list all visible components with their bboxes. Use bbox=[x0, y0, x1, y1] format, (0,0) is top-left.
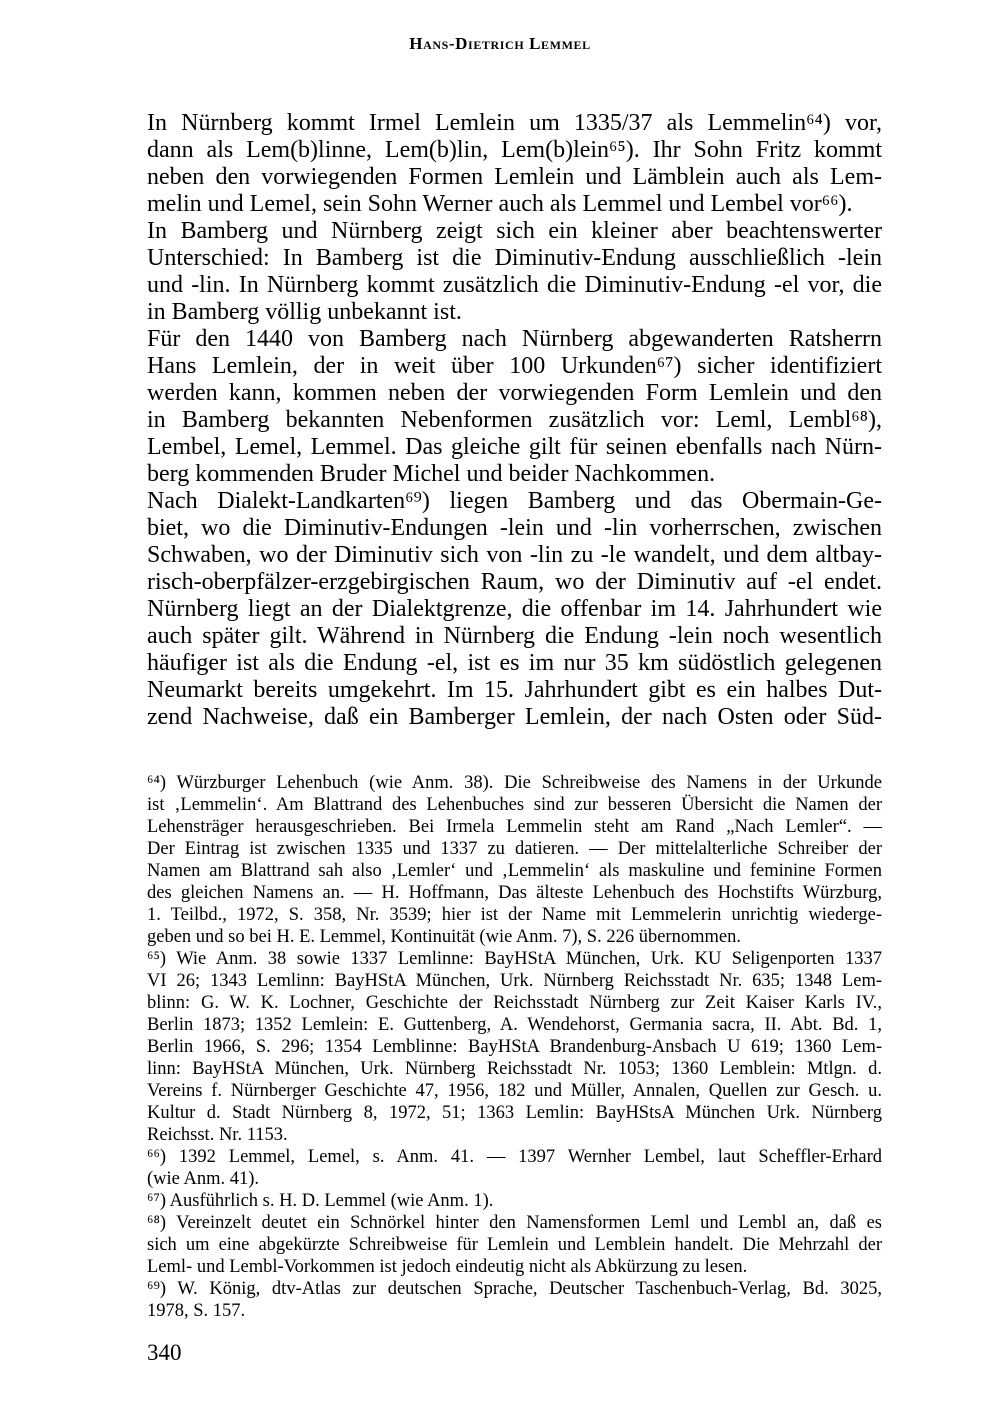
body-line: Neumarkt bereits umgekehrt. Im 15. Jahrhundert gibt es ein halbes Dut- bbox=[147, 677, 882, 703]
body-line: Nach Dialekt-Landkarten⁶⁹) liegen Bamberg und das Obermain-Ge- bbox=[147, 488, 882, 514]
footnote-line: ist ‚Lemmelin‘. Am Blattrand des Lehenbuches sind zur besseren Übersicht die Namen der bbox=[147, 795, 882, 815]
body-line: Für den 1440 von Bamberg nach Nürnberg abgewanderten Ratsherrn bbox=[147, 326, 882, 352]
page-number: 340 bbox=[147, 1340, 182, 1365]
footnote-line: Der Eintrag ist zwischen 1335 und 1337 zu datieren. — Der mittelalterliche Schreiber der bbox=[147, 839, 882, 859]
body-line: biet, wo die Diminutiv-Endungen -lein und -lin vorherrschen, zwischen bbox=[147, 515, 882, 541]
footnote-line: 1978, S. 157. bbox=[147, 1301, 246, 1321]
footnote-line: geben und so bei H. E. Lemmel, Kontinuität (wie Anm. 7), S. 226 übernommen. bbox=[147, 927, 741, 947]
footnote-line: Lehensträger herausgeschrieben. Bei Irmela Lemmelin steht am Rand „Nach Lemler“. — bbox=[147, 817, 882, 837]
running-head: Hans-Dietrich Lemmel bbox=[409, 34, 591, 53]
body-line: in Bamberg völlig unbekannt ist. bbox=[147, 299, 462, 325]
footnote-line: ⁶⁶) 1392 Lemmel, Lemel, s. Anm. 41. — 1397 Wernher Lembel, laut Scheffler-Erhard bbox=[147, 1147, 882, 1167]
footnote-line: VI 26; 1343 Lemlinn: BayHStA München, Urk. Nürnberg Reichsstadt Nr. 635; 1348 Lem- bbox=[147, 971, 882, 991]
body-line: risch-oberpfälzer-erzgebirgischen Raum, wo der Diminutiv auf -el endet. bbox=[147, 569, 882, 595]
footnote-line: Vereins f. Nürnberger Geschichte 47, 1956, 182 und Müller, Annalen, Quellen zur Gesch. u. bbox=[147, 1081, 882, 1101]
footnote-line: ⁶⁴) Würzburger Lehenbuch (wie Anm. 38). Die Schreibweise des Namens in der Urkunde bbox=[147, 773, 882, 793]
footnote-line: linn: BayHStA München, Urk. Nürnberg Reichsstadt Nr. 1053; 1360 Lemblein: Mtlgn. d. bbox=[147, 1059, 882, 1079]
body-line: dann als Lem(b)linne, Lem(b)lin, Lem(b)lein⁶⁵). Ihr Sohn Fritz kommt bbox=[147, 137, 882, 163]
body-line: und -lin. In Nürnberg kommt zusätzlich die Diminutiv-Endung -el vor, die bbox=[147, 272, 882, 298]
footnote-line: Leml- und Lembl-Vorkommen ist jedoch eindeutig nicht als Abkürzung zu lesen. bbox=[147, 1257, 748, 1277]
footnote-line: ⁶⁹) W. König, dtv-Atlas zur deutschen Sprache, Deutscher Taschenbuch-Verlag, Bd. 3025, bbox=[147, 1279, 882, 1299]
footnotes bbox=[147, 772, 882, 1322]
body-line: häufiger ist als die Endung -el, ist es im nur 35 km südöstlich gelegenen bbox=[147, 650, 882, 676]
body-line: Lembel, Lemel, Lemmel. Das gleiche gilt für seinen ebenfalls nach Nürn- bbox=[147, 434, 882, 460]
body-line: melin und Lemel, sein Sohn Werner auch als Lemmel und Lembel vor⁶⁶). bbox=[147, 191, 853, 217]
body-line: Unterschied: In Bamberg ist die Diminutiv-Endung ausschließlich -lein bbox=[147, 245, 882, 271]
body-line: In Bamberg und Nürnberg zeigt sich ein kleiner aber beachtenswerter bbox=[147, 218, 882, 244]
body-line: Nürnberg liegt an der Dialektgrenze, die offenbar im 14. Jahrhundert wie bbox=[147, 596, 882, 622]
footnote-line: sich um eine abgekürzte Schreibweise für Lemlein und Lemblein handelt. Die Mehrzahl der bbox=[147, 1235, 882, 1255]
footnote-line: Kultur d. Stadt Nürnberg 8, 1972, 51; 1363 Lemlin: BayHStsA München Urk. Nürnberg bbox=[147, 1103, 882, 1123]
footnote-line: ⁶⁸) Vereinzelt deutet ein Schnörkel hinter den Namensformen Leml und Lembl an, daß es bbox=[147, 1213, 882, 1233]
footnote-line: Namen am Blattrand sah also ‚Lemler‘ und ‚Lemmelin‘ als maskuline und feminine Formen bbox=[147, 861, 882, 881]
body-line: berg kommenden Bruder Michel und beider Nachkommen. bbox=[147, 461, 716, 487]
footnote-line: Reichsst. Nr. 1153. bbox=[147, 1125, 288, 1145]
footnote-line: 1. Teilbd., 1972, S. 358, Nr. 3539; hier ist der Name mit Lemmelerin unrichtig wiederge- bbox=[147, 905, 882, 925]
footnote-line: ⁶⁷) Ausführlich s. H. D. Lemmel (wie Anm. 1). bbox=[147, 1191, 494, 1211]
body-line: werden kann, kommen neben der vorwiegenden Form Lemlein und den bbox=[147, 380, 882, 406]
footnote-line: ⁶⁵) Wie Anm. 38 sowie 1337 Lemlinne: BayHStA München, Urk. KU Seligenporten 1337 bbox=[147, 949, 882, 969]
body-line: Hans Lemlein, der in weit über 100 Urkunden⁶⁷) sicher identifiziert bbox=[147, 353, 882, 379]
body-line: In Nürnberg kommt Irmel Lemlein um 1335/37 als Lemmelin⁶⁴) vor, bbox=[147, 110, 882, 136]
footnote-line: Berlin 1966, S. 296; 1354 Lemblinne: BayHStA Brandenburg-Ansbach U 619; 1360 Lem- bbox=[147, 1037, 882, 1057]
body-line: Schwaben, wo der Diminutiv sich von -lin zu -le wandelt, und dem altbay- bbox=[147, 542, 882, 568]
footnote-line: des gleichen Namens an. — H. Hoffmann, Das älteste Lehenbuch des Hochstifts Würzburg, bbox=[147, 883, 882, 903]
footnote-line: Berlin 1873; 1352 Lemlein: E. Guttenberg, A. Wendehorst, Germania sacra, II. Abt. Bd. 1, bbox=[147, 1015, 882, 1035]
footnote-line: (wie Anm. 41). bbox=[147, 1169, 260, 1189]
footnote-line: blinn: G. W. K. Lochner, Geschichte der Reichsstadt Nürnberg zur Zeit Kaiser Karls IV., bbox=[147, 993, 882, 1013]
main-text bbox=[147, 110, 882, 731]
body-line: neben den vorwiegenden Formen Lemlein und Lämblein auch als Lem- bbox=[147, 164, 882, 190]
body-line: zend Nachweise, daß ein Bamberger Lemlein, der nach Osten oder Süd- bbox=[147, 704, 882, 730]
body-line: in Bamberg bekannten Nebenformen zusätzlich vor: Leml, Lembl⁶⁸), bbox=[147, 407, 882, 433]
body-line: auch später gilt. Während in Nürnberg die Endung -lein noch wesentlich bbox=[147, 623, 882, 649]
